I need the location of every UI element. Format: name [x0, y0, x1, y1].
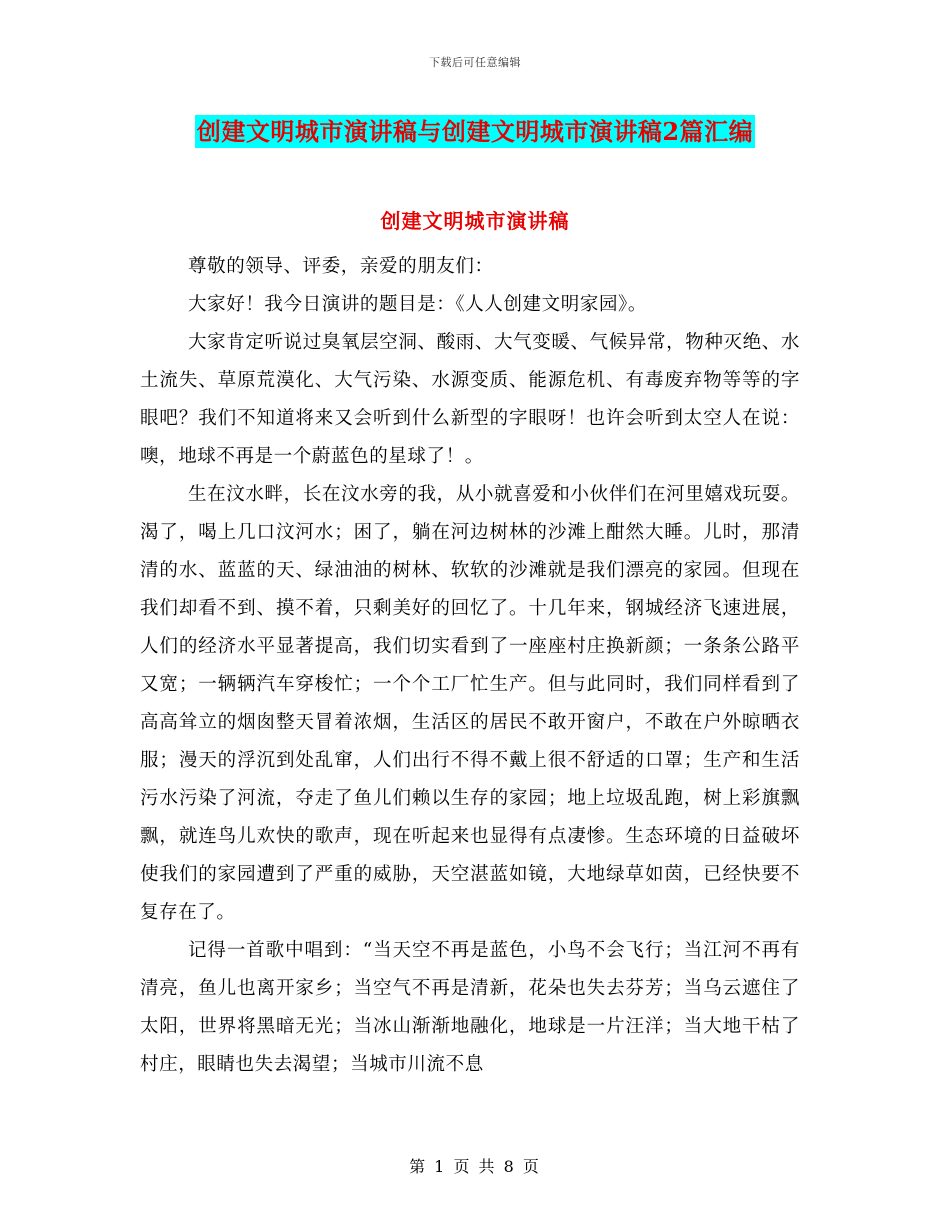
body-text	[140, 248, 800, 1084]
section-title: 创建文明城市演讲稿	[380, 209, 570, 233]
paragraph: 大家好！我今日演讲的题目是：《人人创建文明家园》。	[188, 294, 648, 315]
header-note: 下载后可任意编辑	[429, 56, 521, 69]
main-title	[0, 112, 950, 147]
main-title-text: 创建文明城市演讲稿与创建文明城市演讲稿2篇汇编	[196, 117, 754, 146]
paragraph: 记得一首歌中唱到：“当天空不再是蓝色，小鸟不会飞行；当江河不再有清亮，鱼儿也离开家乡；当空气不再是清新，花朵也失去芬芳；当乌云遮住了太阳，世界将黑暗无光；当冰山渐渐地融化，地球是一片汪洋；当大地干枯了村庄，眼睛也失去渴望；当城市川流不息	[140, 940, 800, 1075]
page-footer: 第 1 页 共 8 页	[409, 1157, 541, 1176]
paragraph: 尊敬的领导、评委，亲爱的朋友们：	[188, 256, 494, 277]
paragraph: 大家肯定听说过臭氧层空洞、酸雨、大气变暖、气候异常，物种灭绝、水土流失、草原荒漠化、大气污染、水源变质、能源危机、有毒废弃物等等的字眼吧？我们不知道将来又会听到什么新型的字眼呀！也许会听到太空人在说：噢，地球不再是一个蔚蓝色的星球了！。	[140, 332, 800, 467]
paragraph: 生在汶水畔，长在汶水旁的我，从小就喜爱和小伙伴们在河里嬉戏玩耍。渴了，喝上几口汶河水；困了，躺在河边树林的沙滩上酣然大睡。儿时，那清清的水、蓝蓝的天、绿油油的树林、软软的沙滩就是我们漂亮的家园。但现在我们却看不到、摸不着，只剩美好的回忆了。十几年来，钢城经济飞速进展，人们的经济水平显著提高，我们切实看到了一座座村庄换新颜；一条条公路平又宽；一辆辆汽车穿梭忙；一个个工厂忙生产。但与此同时，我们同样看到了高高耸立的烟囱整天冒着浓烟，生活区的居民不敢开窗户，不敢在户外晾晒衣服；漫天的浮沉到处乱窜，人们出行不得不戴上很不舒适的口罩；生产和生活污水污染了河流，夺走了鱼儿们赖以生存的家园；地上垃圾乱跑，树上彩旗飘飘，就连鸟儿欢快的歌声，现在听起来也显得有点凄惨。生态环境的日益破坏使我们的家园遭到了严重的威胁，天空湛蓝如镜，大地绿草如茵，已经快要不复存在了。	[140, 484, 800, 923]
